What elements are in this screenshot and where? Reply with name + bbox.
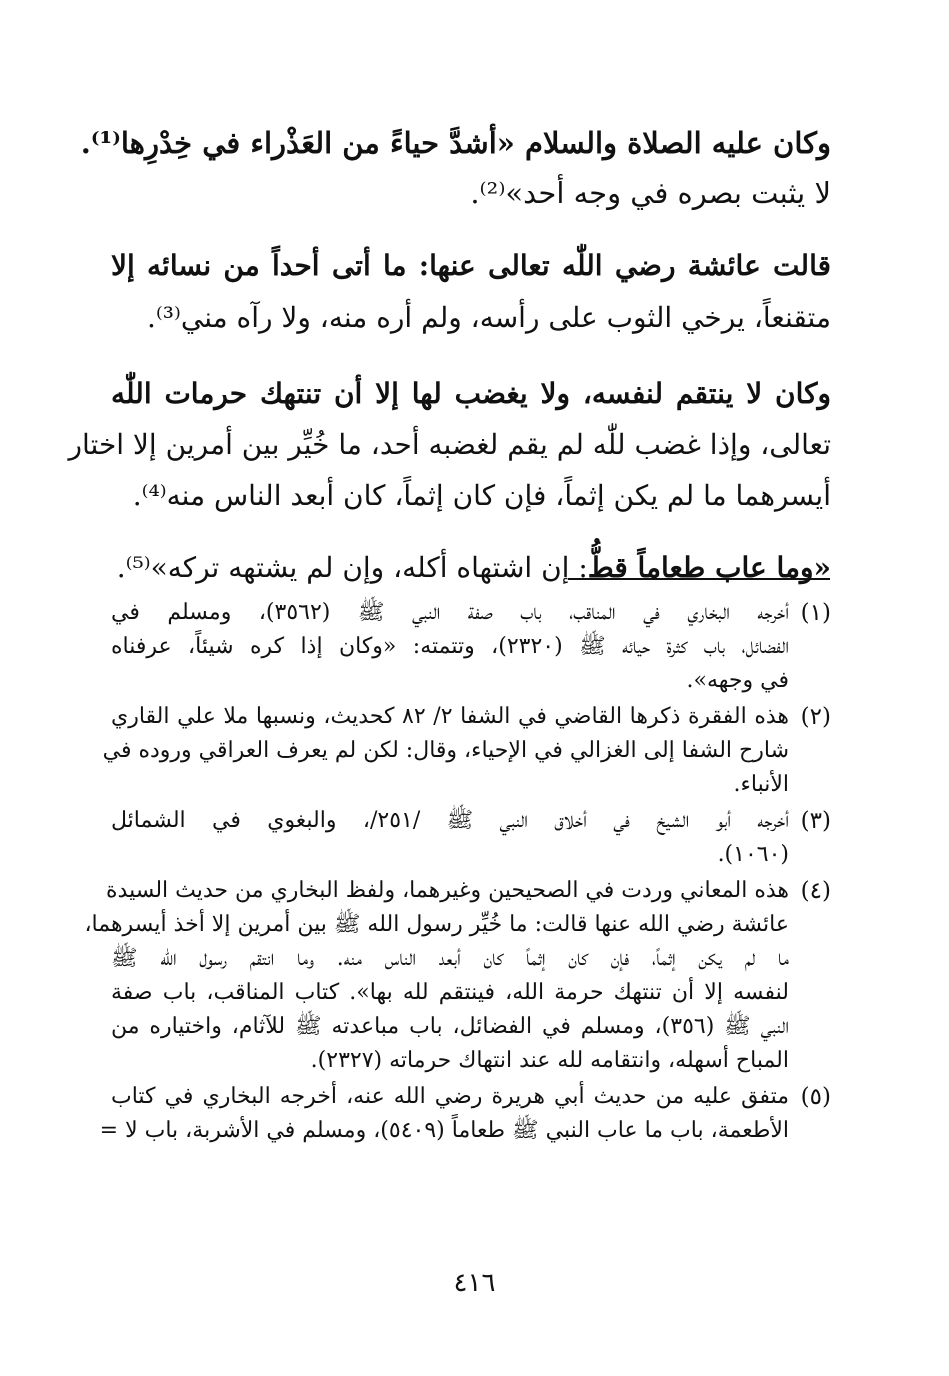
footnote-number: (٢) <box>800 704 831 730</box>
text-line <box>111 543 831 593</box>
page-number: ٤١٦ <box>453 1268 496 1298</box>
footnote-line: شارح الشفا إلى الغزالي في الإحياء، وقال: لكن لم يعرف العراقي وروده في <box>102 738 789 763</box>
footnote-line: (١٠٦٠). <box>717 842 789 867</box>
paragraph-1 <box>80 118 831 218</box>
footnote-number: (١) <box>800 600 831 626</box>
footnote <box>99 1080 831 1148</box>
paragraph-4 <box>111 543 831 593</box>
footnote <box>102 700 831 802</box>
text-line: وكان عليه الصلاة والسلام «أشدَّ حياءً من العَذْراء في خِدْرِها⁽¹⁾. <box>80 126 831 160</box>
footnote-line: أخرجه البخاري في المناقب، باب صفة النبي ﷺ (٣٥٦٢)، ومسلم في <box>111 600 790 625</box>
footnote-line: هذه المعاني وردت في الصحيحين وغيرهما، ولفظ البخاري من حديث السيدة <box>106 878 789 903</box>
footnote-line: الأنباء. <box>733 772 789 797</box>
footnote-line: المباح أسهله، وانتقامه لله عند انتهاك حرماته (٢٣٢٧). <box>310 1048 789 1073</box>
paragraph-3 <box>68 368 831 521</box>
footnote-line: في وجهه». <box>686 668 789 693</box>
footnote-separator <box>568 578 830 580</box>
main-text <box>68 118 831 593</box>
hadith-continuation: : إن اشتهاه أكله، وإن لم يشتهه تركه»⁽⁵⁾. <box>116 551 588 584</box>
text-line: وكان لا ينتقم لنفسه، ولا يغضب لها إلا أن تنتهك حرمات اللّٰه <box>111 377 831 410</box>
footnote-line: هذه الفقرة ذكرها القاضي في الشفا ٢/ ٨٢ كحديث، ونسبها ملا علي القاري <box>111 704 789 729</box>
text-line: لا يثبت بصره في وجه أحد»⁽²⁾. <box>470 176 831 210</box>
footnote-line: ما لم يكن إثماً، فإن كان إثماً كان أبعد الناس منه. وما انتقم رسول الله ﷺ <box>111 946 789 971</box>
footnote-line: لنفسه إلا أن تنتهك حرمة الله، فينتقم لله بها». كتاب المناقب، باب صفة <box>111 980 789 1005</box>
footnote <box>111 596 831 698</box>
footnote-line: الأطعمة، باب ما عاب النبي ﷺ طعاماً (٥٤٠٩)، ومسلم في الأشربة، باب لا = <box>99 1118 789 1143</box>
text-line: قالت عائشة رضي اللّٰه تعالى عنها: ما أتى أحداً من نسائه إلا <box>111 249 831 282</box>
footnote-line: الفضائل، باب كثرة حيائه ﷺ (٢٣٢٠)، وتتمته: «وكان إذا كره شيئاً، عرفناه <box>111 634 789 659</box>
text-line: تعالى، وإذا غضب للّٰه لم يقم لغضبه أحد، ما خُيِّر بين أمرين إلا اختار <box>68 428 831 461</box>
footnotes <box>84 596 831 1150</box>
hadith-phrase: «وما عاب طعاماً قطُّ <box>587 551 831 584</box>
text-line: متقنعاً، يرخي الثوب على رأسه، ولم أره منه، ولا رآه مني⁽³⁾. <box>146 301 831 334</box>
footnote-number: (٣) <box>800 808 831 834</box>
text-line: أيسرهما ما لم يكن إثماً، فإن كان إثماً، كان أبعد الناس منه⁽⁴⁾. <box>132 479 831 512</box>
footnote-line: متفق عليه من حديث أبي هريرة رضي الله عنه، أخرجه البخاري في كتاب <box>111 1084 789 1109</box>
footnote-line: عائشة رضي الله عنها قالت: ما خُيِّر رسول الله ﷺ بين أمرين إلا أخذ أيسرهما، <box>84 912 789 937</box>
footnote <box>111 804 831 872</box>
footnote-line: النبي ﷺ (٣٥٦)، ومسلم في الفضائل، باب مباعدته ﷺ للآثام، واختياره من <box>111 1014 789 1039</box>
footnote <box>84 874 831 1078</box>
paragraph-2 <box>111 240 831 344</box>
footnote-number: (٤) <box>800 878 831 904</box>
footnote-line: أخرجه أبو الشيخ في أخلاق النبي ﷺ /٢٥١/، والبغوي في الشمائل <box>111 808 789 833</box>
footnote-number: (٥) <box>800 1084 831 1110</box>
